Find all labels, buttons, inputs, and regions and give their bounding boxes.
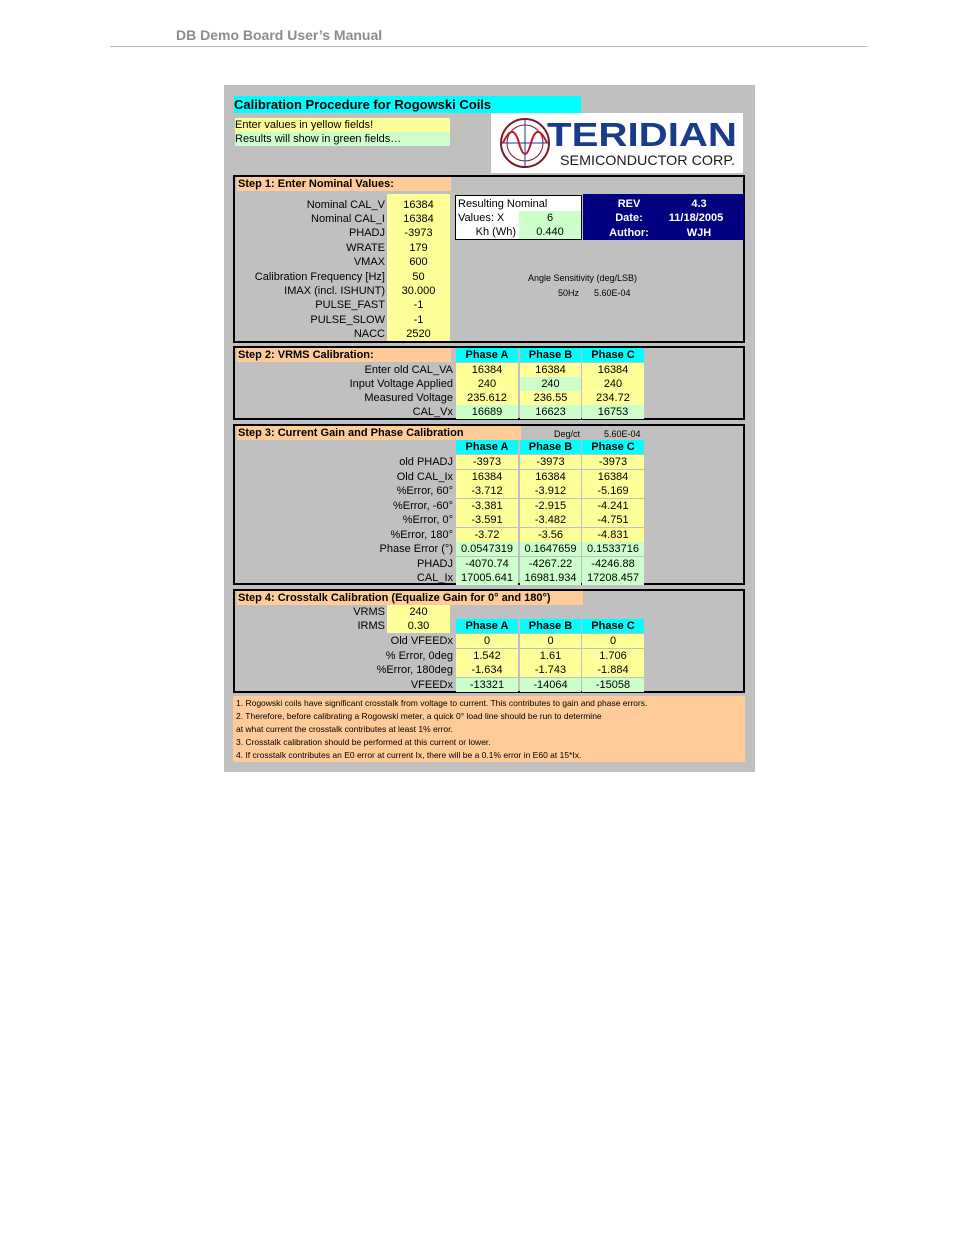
irms-label: IRMS: [357, 620, 385, 632]
header-rule: [110, 46, 867, 47]
phase-cell[interactable]: 16384: [520, 363, 581, 377]
phase-cell[interactable]: -3.381: [456, 499, 518, 513]
vrms-input[interactable]: 240: [387, 605, 450, 619]
phase-cell: 240: [520, 377, 581, 391]
step2-header-phase-c: Phase C: [582, 348, 644, 362]
phase-cell[interactable]: -3.712: [456, 484, 518, 498]
row-label: %Error, -60°: [392, 499, 453, 512]
step2-header-phase-b: Phase B: [520, 348, 581, 362]
angle-value: 5.60E-04: [594, 288, 631, 298]
row-label: PHADJ: [416, 557, 453, 570]
note-line: 3. Crosstalk calibration should be performed at this current or lower.: [236, 737, 491, 747]
kh-output: 0.440: [519, 225, 581, 239]
note-line: 1. Rogowski coils have significant crosstalk from voltage to current. This contributes to gain and phase errors.: [236, 698, 648, 708]
nominal-cal-i-input[interactable]: 16384: [403, 213, 434, 225]
phase-cell[interactable]: 1.61: [520, 649, 581, 663]
calibration-sheet: [224, 85, 755, 772]
row-label: Enter old CAL_VA: [364, 364, 453, 376]
angle-freq: 50Hz: [558, 288, 580, 298]
vmax-input[interactable]: 600: [409, 256, 428, 268]
resulting-nominal-title: Resulting Nominal: [458, 198, 548, 210]
cal-frequency-input[interactable]: 50: [412, 271, 425, 283]
phase-cell[interactable]: -2.915: [520, 499, 581, 513]
phase-cell: 17208.457: [582, 571, 644, 585]
phase-cell: -4267.22: [520, 557, 581, 571]
note-line: at what current the crosstalk contributes at least 1% error.: [236, 724, 453, 734]
phase-cell[interactable]: -3973: [520, 455, 581, 469]
phase-cell: 0.1647659: [520, 542, 581, 556]
phase-cell[interactable]: -3.482: [520, 513, 581, 527]
phase-cell: -13321: [456, 678, 518, 692]
step1-label: PULSE_SLOW: [310, 314, 385, 326]
phase-cell: 16689: [456, 405, 518, 419]
row-label: Old VFEEDx: [390, 635, 453, 647]
phase-cell[interactable]: 235.612: [456, 391, 518, 405]
date-value: 11/18/2005: [668, 212, 724, 224]
phase-cell[interactable]: -3.72: [456, 528, 518, 542]
svg-text:SEMICONDUCTOR CORP.: SEMICONDUCTOR CORP.: [560, 152, 735, 168]
rev-label: REV: [617, 198, 641, 210]
step1-label: Nominal CAL_I: [311, 213, 385, 225]
phase-cell[interactable]: -1.743: [520, 663, 581, 677]
step1-label: Calibration Frequency [Hz]: [254, 271, 385, 283]
step3-header-phase-a: Phase A: [456, 440, 518, 454]
row-label: Input Voltage Applied: [349, 378, 453, 390]
phase-cell[interactable]: -3973: [582, 455, 644, 469]
pulse-fast-input[interactable]: -1: [413, 299, 424, 311]
row-label: old PHADJ: [399, 456, 453, 468]
pulse-slow-input[interactable]: -1: [413, 314, 424, 326]
kh-label: Kh (Wh): [475, 226, 516, 238]
vrms-label: VRMS: [353, 606, 385, 618]
row-label: Phase Error (°): [379, 543, 453, 555]
svg-text:TERIDIAN: TERIDIAN: [547, 116, 737, 153]
step4-header-phase-b: Phase B: [520, 619, 581, 633]
step3-header-phase-c: Phase C: [582, 440, 644, 454]
step2-header-phase-a: Phase A: [456, 348, 518, 362]
step1-label: PULSE_FAST: [315, 299, 385, 311]
note-line: 4. If crosstalk contributes an E0 error at current Ix, there will be a 0.1% error in E60 at 15*Ix.: [236, 750, 582, 760]
phase-cell: 16623: [520, 405, 581, 419]
phase-cell: -4070.74: [456, 557, 518, 571]
nacc-input[interactable]: 2520: [406, 328, 431, 340]
phase-cell[interactable]: -3.591: [456, 513, 518, 527]
step1-label: IMAX (incl. ISHUNT): [284, 285, 385, 297]
hint-green: Results will show in green fields…: [235, 132, 450, 146]
phase-cell: 0.0547319: [456, 542, 518, 556]
phase-cell[interactable]: 16384: [456, 470, 518, 484]
angle-sensitivity-title: Angle Sensitivity (deg/LSB): [528, 273, 638, 283]
nominal-cal-v-input[interactable]: 16384: [403, 199, 434, 211]
phase-cell[interactable]: -4.831: [582, 528, 644, 542]
phase-cell: 16753: [582, 405, 644, 419]
phase-cell[interactable]: -4.751: [582, 513, 644, 527]
step1-label: Nominal CAL_V: [306, 199, 385, 211]
teridian-logo: [491, 113, 743, 173]
deg-ct-label: Deg/ct: [554, 429, 581, 439]
step4-header-phase-a: Phase A: [456, 619, 518, 633]
phase-cell: 16981.934: [520, 571, 581, 585]
step4-title: Step 4: Crosstalk Calibration (Equalize Gain for 0° and 180°): [237, 591, 583, 605]
phase-cell[interactable]: -1.634: [456, 663, 518, 677]
step4-header-phase-c: Phase C: [582, 619, 644, 633]
phase-cell[interactable]: 16384: [456, 363, 518, 377]
row-label: VFEEDx: [410, 678, 453, 691]
phase-cell[interactable]: 1.706: [582, 649, 644, 663]
phase-cell[interactable]: 1.542: [456, 649, 518, 663]
row-label: %Error, 180deg: [376, 664, 453, 676]
phase-cell[interactable]: 16384: [582, 363, 644, 377]
row-label: %Error, 180°: [390, 528, 453, 541]
step1-label: PHADJ: [348, 227, 385, 239]
author-label: Author:: [609, 227, 649, 239]
note-line: 2. Therefore, before calibrating a Rogowski meter, a quick 0° load line should be run to determine: [236, 711, 602, 721]
row-label: Old CAL_Ix: [396, 470, 453, 483]
row-label: % Error, 0deg: [385, 649, 453, 662]
step1-title: Step 1: Enter Nominal Values:: [237, 177, 451, 191]
deg-ct-value: 5.60E-04: [604, 429, 641, 439]
phase-cell[interactable]: 16384: [582, 470, 644, 484]
rev-value: 4.3: [691, 198, 707, 210]
phase-cell: -14064: [520, 678, 581, 692]
row-label: %Error, 0°: [402, 514, 453, 526]
hint-yellow: Enter values in yellow fields!: [235, 118, 450, 132]
phase-cell: -4246.88: [582, 557, 644, 571]
row-label: %Error, 60°: [396, 485, 453, 497]
row-label: Measured Voltage: [364, 392, 453, 404]
phase-cell[interactable]: -5.169: [582, 484, 644, 498]
values-x-output: 6: [519, 211, 581, 225]
phase-cell: -15058: [582, 678, 644, 692]
phase-cell[interactable]: 0: [456, 634, 518, 648]
step2-title: Step 2: VRMS Calibration:: [237, 348, 451, 362]
author-value: WJH: [686, 227, 712, 239]
phase-cell[interactable]: -3.56: [520, 528, 581, 542]
page-header: DB Demo Board User’s Manual: [176, 27, 383, 43]
phase-cell: 17005.641: [456, 571, 518, 585]
imax-input[interactable]: 30.000: [401, 285, 436, 297]
row-label: CAL_Ix: [416, 572, 453, 584]
step3-title: Step 3: Current Gain and Phase Calibration: [237, 426, 521, 440]
phase-cell[interactable]: 236.55: [520, 391, 581, 405]
phase-cell[interactable]: 240: [582, 377, 644, 391]
sheet-title: Calibration Procedure for Rogowski Coils: [234, 96, 581, 113]
phadj-input[interactable]: -3973: [404, 227, 433, 239]
phase-cell[interactable]: -3973: [456, 455, 518, 469]
step1-label: NACC: [353, 328, 385, 340]
phase-cell: 0.1533716: [582, 542, 644, 556]
wrate-input[interactable]: 179: [409, 242, 428, 254]
phase-cell[interactable]: -4.241: [582, 499, 644, 513]
step1-label: VMAX: [353, 256, 385, 268]
values-x-label: Values: X: [458, 212, 505, 224]
step3-header-phase-b: Phase B: [520, 440, 581, 454]
phase-cell[interactable]: 234.72: [582, 391, 644, 405]
phase-cell[interactable]: 0: [582, 634, 644, 648]
phase-cell[interactable]: -3.912: [520, 484, 581, 498]
phase-cell[interactable]: -1.884: [582, 663, 644, 677]
date-label: Date:: [615, 212, 643, 224]
phase-cell[interactable]: 16384: [520, 470, 581, 484]
row-label: CAL_Vx: [412, 406, 453, 418]
phase-cell[interactable]: 240: [456, 377, 518, 391]
phase-cell[interactable]: 0: [520, 634, 581, 648]
teridian-logo-icon: [491, 113, 743, 173]
irms-input[interactable]: 0.30: [387, 619, 450, 633]
step1-label: WRATE: [346, 242, 385, 254]
